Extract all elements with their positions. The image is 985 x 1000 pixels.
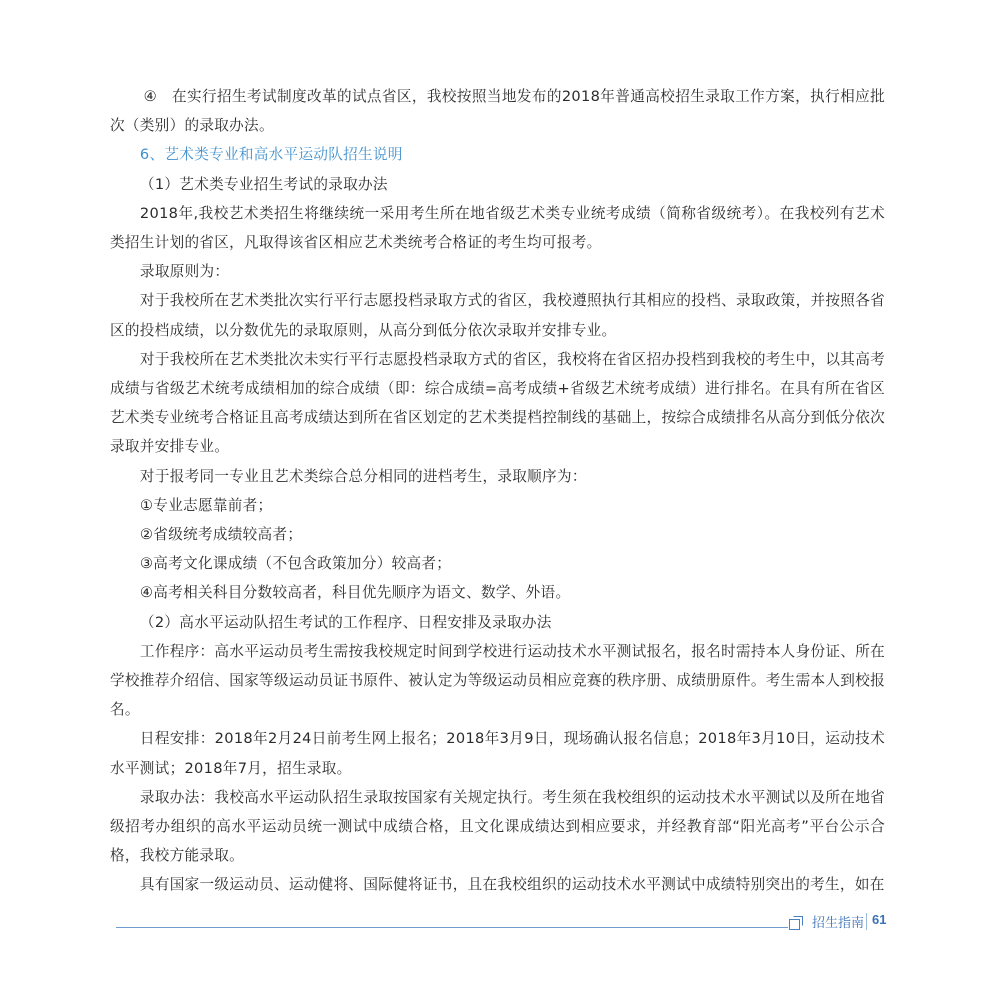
paragraph-p10: 具有国家一级运动员、运动健将、国际健将证书，且在我校组织的运动技术水平测试中成绩特别突出的考生，如在 — [139, 876, 885, 894]
page-footer — [0, 905, 985, 945]
page-corner-icon — [788, 915, 804, 931]
list-item-2: ②省级统考成绩较高者； — [139, 526, 303, 544]
subheading-sports-admission: （2）高水平运动队招生考试的工作程序、日程安排及录取办法 — [139, 613, 552, 631]
paragraph-p2: 2018年,我校艺术类招生将继续统一采用考生所在地省级艺术类专业统考成绩（简称省级统考）。在我校列有艺术类招生计划的省区，凡取得该省区相应艺术类统考合格证的考生均可报考。 — [110, 204, 885, 252]
paragraph-p5: 对于我校所在艺术类批次未实行平行志愿投档录取方式的省区，我校将在省区招办投档到我校的考生中，以其高考成绩与省级艺术统考成绩相加的综合成绩（即：综合成绩=高考成绩+省级艺术统考成绩）进行排名。在具有所在省区艺术类专业统考合格证且高考成绩达到所在省区划定的艺术类提档控制线的基础上，按综合成绩排名从高分到低分依次录取并安排专业。 — [110, 350, 885, 456]
paragraph-p4: 对于我校所在艺术类批次实行平行志愿投档录取方式的省区，我校遵照执行其相应的投档、录取政策，并按照各省区的投档成绩，以分数优先的录取原则，从高分到低分依次录取并安排专业。 — [110, 292, 885, 339]
list-item-3: ③高考文化课成绩（不包含政策加分）较高者； — [139, 555, 452, 573]
footer-title: 招生指南 — [812, 916, 865, 931]
paragraph-p7: 工作程序：高水平运动员考生需按我校规定时间到学校进行运动技术水平测试报名，报名时需持本人身份证、所在学校推荐介绍信、国家等级运动员证书原件、被认定为等级运动员相应竞赛的秩序册、成绩册原件。考生需本人到校报名。 — [110, 642, 885, 719]
paragraph-p3: 录取原则为： — [139, 263, 230, 281]
list-item-1: ①专业志愿靠前者； — [139, 496, 273, 514]
page-number: 61 — [872, 912, 887, 927]
footer-separator — [866, 913, 867, 930]
paragraph-p9: 录取办法：我校高水平运动队招生录取按国家有关规定执行。考生须在我校组织的运动技术水平测试以及所在地省级招考办组织的高水平运动员统一测试中成绩合格，且文化课成绩达到相应要求，并经教育部“阳光高考”平台公示合格，我校方能录取。 — [110, 788, 885, 865]
footer-rule — [116, 927, 788, 928]
subheading-art-admission: （1）艺术类专业招生考试的录取办法 — [139, 175, 388, 193]
list-item-4: ④高考相关科目分数较高者，科目优先顺序为语文、数学、外语。 — [139, 584, 571, 602]
paragraph-p1: ④ 在实行招生考试制度改革的试点省区，我校按照当地发布的2018年普通高校招生录取工作方案，执行相应批次（类别）的录取办法。 — [110, 88, 885, 135]
paragraph-p6: 对于报考同一专业且艺术类综合总分相同的进档考生，录取顺序为： — [139, 467, 587, 485]
paragraph-p8: 日程安排：2018年2月24日前考生网上报名；2018年3月9日，现场确认报名信息；2018年3月10日，运动技术水平测试；2018年7月，招生录取。 — [110, 730, 885, 777]
section-heading-6: 6、艺术类专业和高水平运动队招生说明 — [139, 146, 403, 164]
document-body — [110, 82, 885, 900]
